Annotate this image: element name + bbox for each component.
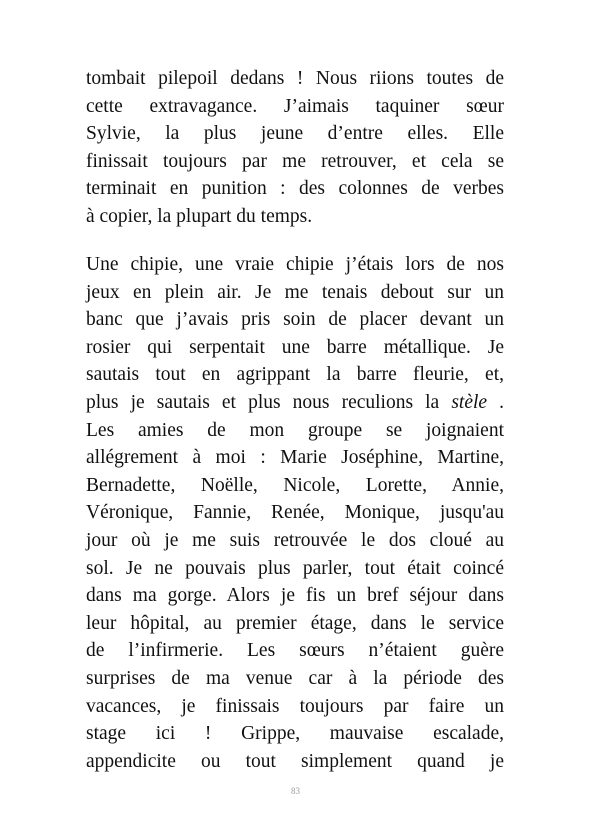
paragraph-2-line: de l’infirmerie. Les sœurs n’étaient guère [86, 640, 504, 662]
paragraph-1 [86, 65, 504, 231]
paragraph-2-line: Bernadette, Noëlle, Nicole, Lorette, Annie, [86, 474, 504, 496]
page-number: 83 [291, 786, 300, 796]
paragraph-2-line: leur hôpital, au premier étage, dans le service [86, 612, 504, 634]
paragraph-2-line: jeux en plein air. Je me tenais debout sur un [86, 281, 504, 303]
paragraph-2 [86, 251, 504, 775]
paragraph-2-line: sautais tout en agrippant la barre fleurie, et, [86, 364, 504, 386]
paragraph-1-line: finissait toujours par me retrouver, et cela se [86, 150, 504, 172]
paragraph-2-line: dans ma gorge. Alors je fis un bref séjour dans [86, 585, 504, 607]
paragraph-2-line: appendicite ou tout simplement quand je [86, 750, 504, 772]
paragraph-2-line: stage ici ! Grippe, mauvaise escalade, [86, 723, 504, 745]
paragraph-2-line-with-emphasis [86, 389, 504, 417]
paragraph-2-line: Une chipie, une vraie chipie j’étais lors de nos [86, 254, 504, 275]
emphasized-word: stèle [451, 391, 488, 413]
paragraph-1-line: à copier, la plupart du temps. [86, 205, 313, 227]
paragraph-2-line: Les amies de mon groupe se joignaient [86, 419, 504, 441]
paragraph-2-line: sol. Je ne pouvais plus parler, tout était coincé [86, 557, 504, 579]
emphasis-line-before: plus je sautais et plus nous reculions la [86, 391, 452, 413]
paragraph-1-line: terminait en punition : des colonnes de verbes [86, 178, 504, 200]
emphasis-line-after: . [487, 391, 505, 413]
paragraph-1-line: tombait pilepoil dedans ! Nous riions toutes de [86, 68, 504, 89]
paragraph-2-line: Véronique, Fannie, Renée, Monique, jusqu'au [86, 502, 504, 524]
paragraph-2-line: rosier qui serpentait une barre métallique. Je [86, 336, 504, 358]
paragraph-2-line: surprises de ma venue car à la période des [86, 667, 504, 689]
paragraph-2-line: allégrement à moi : Marie Joséphine, Martine, [86, 447, 504, 469]
paragraph-2-line: banc que j’avais pris soin de placer devant un [86, 309, 504, 331]
paragraph-1-line: Sylvie, la plus jeune d’entre elles. Elle [86, 123, 504, 145]
paragraph-2-line: jour où je me suis retrouvée le dos cloué au [86, 529, 504, 551]
paragraph-2-line: vacances, je finissais toujours par faire un [86, 695, 504, 717]
paragraph-1-line: cette extravagance. J’aimais taquiner sœur [86, 95, 504, 117]
